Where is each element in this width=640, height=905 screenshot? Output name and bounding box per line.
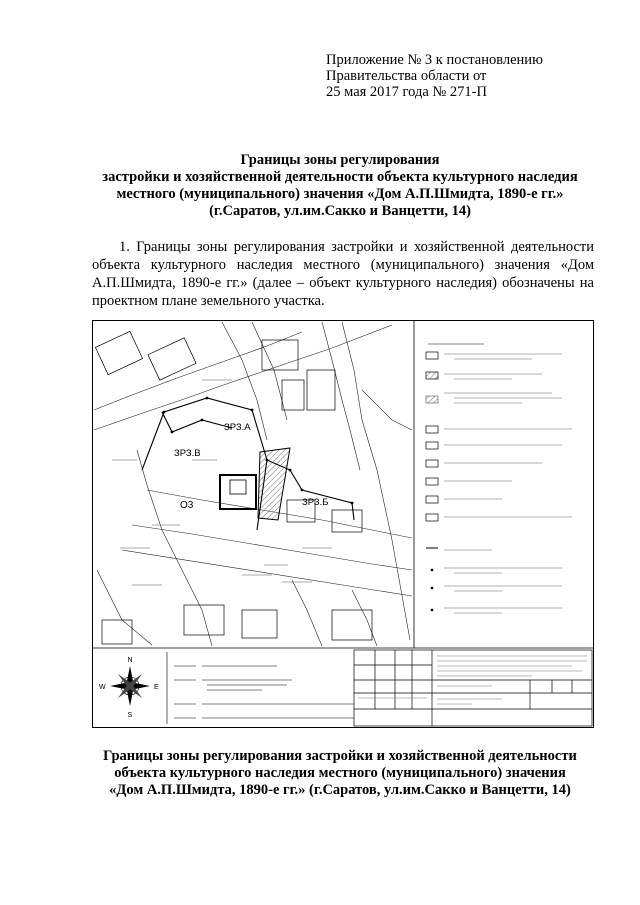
compass-rose xyxy=(99,657,159,719)
title-line-2: застройки и хозяйственной деятельности объекта культурного наследия xyxy=(102,169,578,185)
zone-label-zrz-b: ЗРЗ.В xyxy=(174,448,201,459)
compass-n: N xyxy=(127,657,133,664)
appendix-header xyxy=(326,52,543,100)
compass-e: E xyxy=(154,684,159,691)
project-plan-map xyxy=(92,320,594,728)
appendix-line-2: Правительства области от xyxy=(326,68,487,84)
appendix-line-1: Приложение № 3 к постановлению xyxy=(326,52,543,68)
building-outlines xyxy=(95,331,372,644)
caption-line-2: объекта культурного наследия местного (муниципального) значения xyxy=(114,765,566,781)
figure-caption xyxy=(60,748,620,799)
legend xyxy=(426,352,438,611)
street-lines xyxy=(94,322,412,646)
title-block xyxy=(354,650,592,726)
appendix-line-3: 25 мая 2017 года № 271-П xyxy=(326,84,487,100)
caption-line-3: «Дом А.П.Шмидта, 1890-е гг.» (г.Саратов, ул.им.Сакко и Ванцетти, 14) xyxy=(109,782,571,798)
compass-w: W xyxy=(99,684,106,691)
zone-label-zrz-b2: ЗРЗ.Б xyxy=(302,497,329,508)
title-line-1: Границы зоны регулирования xyxy=(240,152,440,168)
paragraph-1: 1. Границы зоны регулирования застройки и хозяйственной деятельности объекта культурного наследия местного (муниципального) значения «Дом А.П.Шмидта, 1890-е гг.» (далее – объект культурного наследия) обозначены на проектном плане земельного участка. xyxy=(92,239,594,309)
title-line-4: (г.Саратов, ул.им.Сакко и Ванцетти, 14) xyxy=(209,203,471,219)
heritage-object xyxy=(258,448,290,520)
zone-label-o3: О3 xyxy=(180,500,194,511)
plan-notes xyxy=(167,652,354,724)
compass-s: S xyxy=(127,712,133,719)
caption-line-1: Границы зоны регулирования застройки и хозяйственной деятельности xyxy=(103,748,577,764)
title-line-3: местного (муниципального) значения «Дом А.П.Шмидта, 1890-е гг.» xyxy=(116,186,564,202)
zone-label-zrz-a: ЗРЗ.А xyxy=(224,422,251,433)
cadastral-labels xyxy=(112,380,332,585)
zone-boundary xyxy=(142,398,354,530)
document-title xyxy=(60,152,620,220)
legend-text-lines xyxy=(444,354,572,613)
